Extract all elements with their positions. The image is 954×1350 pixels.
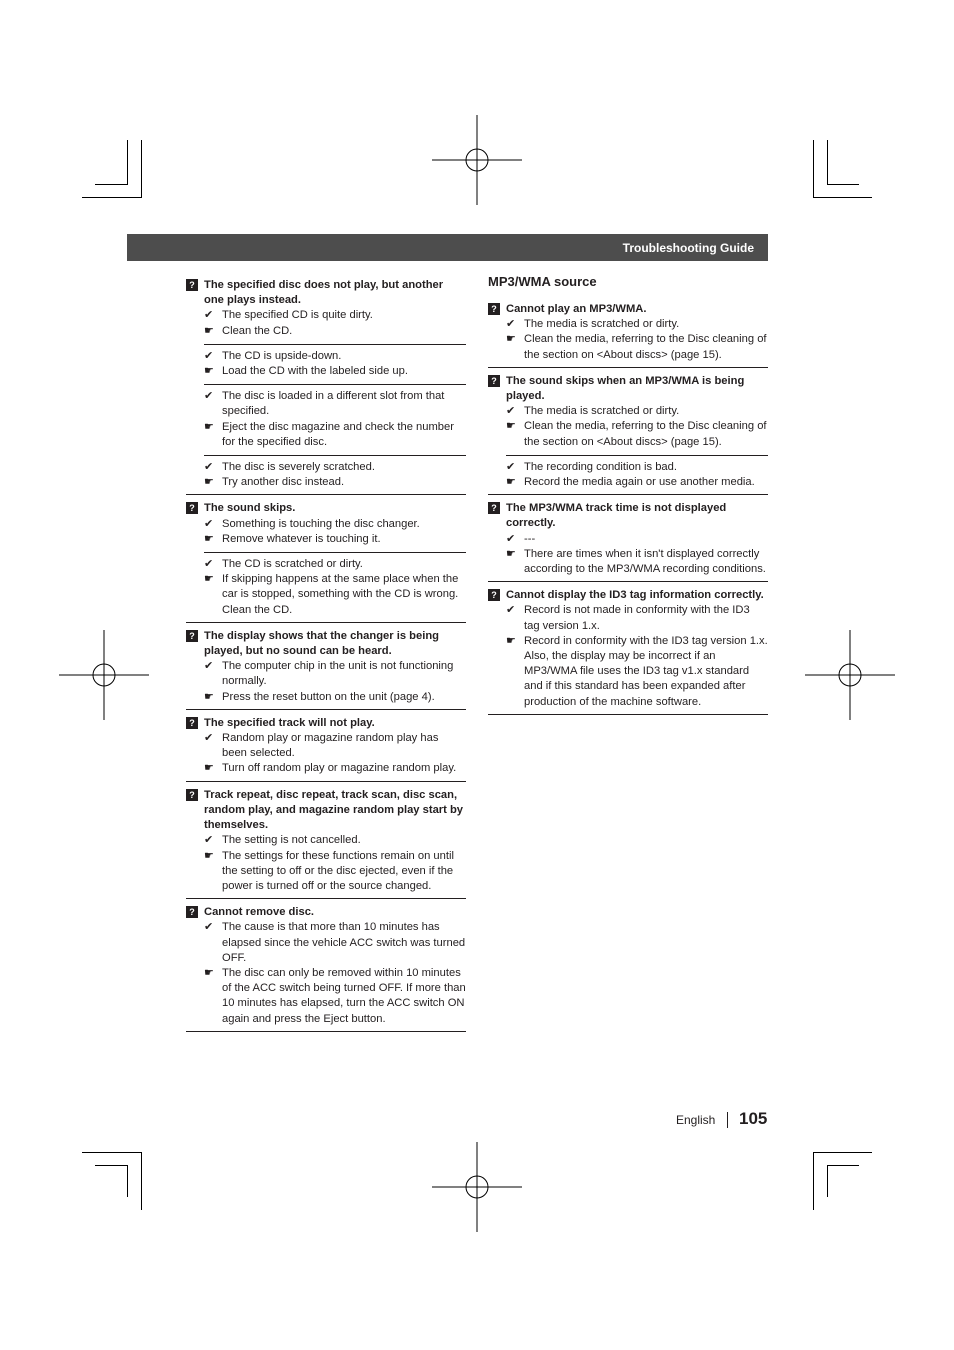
pointing-hand-icon: ☛ <box>204 966 215 979</box>
cause-line <box>506 603 768 633</box>
left-column <box>186 278 466 1038</box>
remedy-text: Try another disc instead. <box>222 476 345 489</box>
remedy-line <box>204 690 466 705</box>
pointing-hand-icon: ☛ <box>204 690 215 703</box>
registration-mark-icon <box>432 115 522 205</box>
cause-remedy-group <box>204 344 466 379</box>
right-column <box>488 274 768 721</box>
remedy-text: Turn off random play or magazine random play. <box>222 762 457 775</box>
pointing-hand-icon: ☛ <box>506 420 517 433</box>
problem-title-text: Track repeat, disc repeat, track scan, disc scan, random play, and magazine random play start by themselves. <box>204 788 464 832</box>
cause-text: The disc is severely scratched. <box>222 461 375 474</box>
cause-line <box>204 659 466 689</box>
remedy-text: Load the CD with the labeled side up. <box>222 365 408 378</box>
cause-remedy-group <box>506 455 768 490</box>
remedy-text: Remove whatever is touching it. <box>222 532 381 545</box>
pointing-hand-icon: ☛ <box>204 532 215 545</box>
cause-text: The cause is that more than 10 minutes has elapsed since the vehicle ACC switch was turned OFF. <box>222 921 466 964</box>
remedy-line <box>204 532 466 547</box>
check-icon: ✔ <box>204 834 214 847</box>
cause-remedy-group <box>204 659 466 705</box>
question-box-icon: ? <box>488 375 500 387</box>
check-icon: ✔ <box>506 604 516 617</box>
question-box-icon: ? <box>186 906 198 918</box>
problem-title-text: The display shows that the changer is being played, but no sound can be heard. <box>204 629 439 658</box>
remedy-line <box>506 475 768 490</box>
remedy-text: The disc can only be removed within 10 minutes of the ACC switch being turned OFF. If more than 10 minutes has elapsed, turn the ACC switch ON again and press the Eject button. <box>222 966 466 1025</box>
cause-text: The disc is loaded in a different slot from that specified. <box>222 390 445 418</box>
cause-remedy-group <box>204 552 466 618</box>
problem-list <box>488 302 768 715</box>
problem-title <box>488 588 768 603</box>
pointing-hand-icon: ☛ <box>506 333 517 346</box>
problem-title-text: Cannot display the ID3 tag information correctly. <box>506 589 764 602</box>
check-icon: ✔ <box>204 309 214 322</box>
cause-remedy-group <box>204 517 466 547</box>
cause-text: The media is scratched or dirty. <box>524 405 680 418</box>
cause-remedy-group <box>204 455 466 490</box>
check-icon: ✔ <box>204 732 214 745</box>
check-icon: ✔ <box>204 461 214 474</box>
problem-title <box>186 501 466 516</box>
check-icon: ✔ <box>204 517 214 530</box>
check-icon: ✔ <box>506 405 516 418</box>
problem-item <box>488 302 768 368</box>
problem-title <box>186 716 466 731</box>
cause-remedy-group <box>204 384 466 450</box>
problem-title-text: The sound skips when an MP3/WMA is being played. <box>506 374 745 403</box>
question-box-icon: ? <box>186 630 198 642</box>
remedy-line <box>506 332 768 362</box>
cause-line <box>506 532 768 547</box>
cause-text: The specified CD is quite dirty. <box>222 309 373 322</box>
cause-text: The media is scratched or dirty. <box>524 318 680 331</box>
check-icon: ✔ <box>204 558 214 571</box>
cause-text: The computer chip in the unit is not functioning normally. <box>222 660 454 688</box>
problem-title-text: Cannot play an MP3/WMA. <box>506 303 647 315</box>
problem-title <box>186 278 466 308</box>
check-icon: ✔ <box>204 660 214 673</box>
registration-mark-icon <box>432 1142 522 1232</box>
cause-line <box>506 404 768 419</box>
remedy-text: Eject the disc magazine and check the number for the specified disc. <box>222 420 454 448</box>
remedy-text: Clean the CD. <box>222 324 293 337</box>
remedy-line <box>204 572 466 618</box>
remedy-line <box>204 849 466 895</box>
cause-line <box>506 460 768 475</box>
problem-item <box>186 716 466 782</box>
question-box-icon: ? <box>186 717 198 729</box>
problem-title-text: The sound skips. <box>204 502 296 515</box>
pointing-hand-icon: ☛ <box>204 762 215 775</box>
problem-title <box>186 629 466 659</box>
cause-text: The setting is not cancelled. <box>222 834 361 847</box>
registration-mark-icon <box>59 630 149 720</box>
page-number: 105 <box>739 1109 768 1128</box>
cause-text: Record is not made in conformity with the ID3 tag version 1.x. <box>524 604 750 632</box>
remedy-line <box>204 761 466 776</box>
cause-remedy-group <box>204 920 466 1026</box>
cause-line <box>204 833 466 848</box>
cause-line <box>204 731 466 761</box>
cause-text: The CD is upside-down. <box>222 349 342 362</box>
problem-item <box>186 629 466 710</box>
remedy-line <box>506 419 768 449</box>
question-box-icon: ? <box>488 303 500 315</box>
pointing-hand-icon: ☛ <box>506 547 517 560</box>
cause-remedy-group <box>506 317 768 363</box>
footer-divider <box>727 1112 728 1128</box>
problem-item <box>186 788 466 899</box>
remedy-line <box>204 966 466 1027</box>
check-icon: ✔ <box>506 532 516 545</box>
remedy-line <box>506 547 768 577</box>
problem-item <box>186 278 466 495</box>
remedy-text: Clean the media, referring to the Disc cleaning of the section on <About discs> (page 15). <box>524 333 767 361</box>
problem-title <box>186 788 466 834</box>
registration-mark-icon <box>805 630 895 720</box>
remedy-text: Press the reset button on the unit (page 4). <box>222 690 435 703</box>
question-box-icon: ? <box>186 502 198 514</box>
problem-title-text: The specified disc does not play, but another one plays instead. <box>204 279 444 307</box>
problem-title-text: The specified track will not play. <box>204 716 375 729</box>
cause-text: The CD is scratched or dirty. <box>222 558 363 571</box>
cause-line <box>204 389 466 419</box>
check-icon: ✔ <box>204 921 214 934</box>
cause-line <box>204 349 466 364</box>
cause-text: --- <box>524 532 536 545</box>
pointing-hand-icon: ☛ <box>506 634 517 647</box>
pointing-hand-icon: ☛ <box>204 476 215 489</box>
remedy-line <box>204 324 466 339</box>
problem-item <box>488 374 768 495</box>
question-box-icon: ? <box>488 589 500 601</box>
check-icon: ✔ <box>204 390 214 403</box>
cause-remedy-group <box>204 308 466 338</box>
pointing-hand-icon: ☛ <box>204 573 215 586</box>
check-icon: ✔ <box>204 349 214 362</box>
pointing-hand-icon: ☛ <box>204 324 215 337</box>
problem-title-text: Cannot remove disc. <box>204 906 315 919</box>
remedy-line <box>204 475 466 490</box>
pointing-hand-icon: ☛ <box>204 365 215 378</box>
question-box-icon: ? <box>488 502 500 514</box>
cause-remedy-group <box>204 731 466 777</box>
problem-title <box>186 905 466 920</box>
pointing-hand-icon: ☛ <box>204 849 215 862</box>
problem-title-text: The MP3/WMA track time is not displayed correctly. <box>506 502 727 530</box>
problem-item <box>488 501 768 582</box>
remedy-text: The settings for these functions remain on until the setting to off or the disc ejected, even if the power is turned off or the source changed. <box>222 849 454 892</box>
cause-line <box>204 308 466 323</box>
cause-remedy-group <box>506 404 768 450</box>
cause-line <box>204 557 466 572</box>
question-box-icon: ? <box>186 789 198 801</box>
cause-line <box>506 317 768 332</box>
remedy-line <box>204 420 466 450</box>
cause-text: The recording condition is bad. <box>524 460 677 473</box>
cause-remedy-group <box>204 833 466 894</box>
remedy-text: There are times when it isn't displayed correctly according to the MP3/WMA recording conditions. <box>524 547 766 576</box>
remedy-text: Clean the media, referring to the Disc cleaning of the section on <About discs> (page 15). <box>524 420 767 448</box>
remedy-line <box>506 634 768 710</box>
cause-line <box>204 517 466 532</box>
cause-remedy-group <box>506 532 768 578</box>
problem-item <box>186 501 466 622</box>
check-icon: ✔ <box>506 318 516 331</box>
cause-remedy-group <box>506 603 768 709</box>
section-header-title: Troubleshooting Guide <box>622 241 754 255</box>
problem-title <box>488 374 768 404</box>
problem-item <box>488 588 768 715</box>
problem-title <box>488 501 768 531</box>
cause-line <box>204 920 466 966</box>
section-header-bar <box>127 234 768 261</box>
question-box-icon: ? <box>186 279 198 291</box>
footer-language: English <box>676 1113 716 1127</box>
check-icon: ✔ <box>506 460 516 473</box>
pointing-hand-icon: ☛ <box>204 420 215 433</box>
cause-text: Random play or magazine random play has been selected. <box>222 732 439 760</box>
problem-title <box>488 302 768 317</box>
remedy-text: Record in conformity with the ID3 tag version 1.x. Also, the display may be incorrect if an MP3/WMA file uses the ID3 tag v1.x standard and if this standard has been expanded after production of the machine software. <box>524 634 768 708</box>
remedy-text: Record the media again or use another media. <box>524 476 755 489</box>
pointing-hand-icon: ☛ <box>506 476 517 489</box>
problem-item <box>186 905 466 1032</box>
section-title: MP3/WMA source <box>488 274 597 289</box>
remedy-line <box>204 364 466 379</box>
remedy-text: If skipping happens at the same place when the car is stopped, something with the CD is wrong. Clean the CD. <box>222 573 459 616</box>
cause-text: Something is touching the disc changer. <box>222 517 420 530</box>
cause-line <box>204 460 466 475</box>
